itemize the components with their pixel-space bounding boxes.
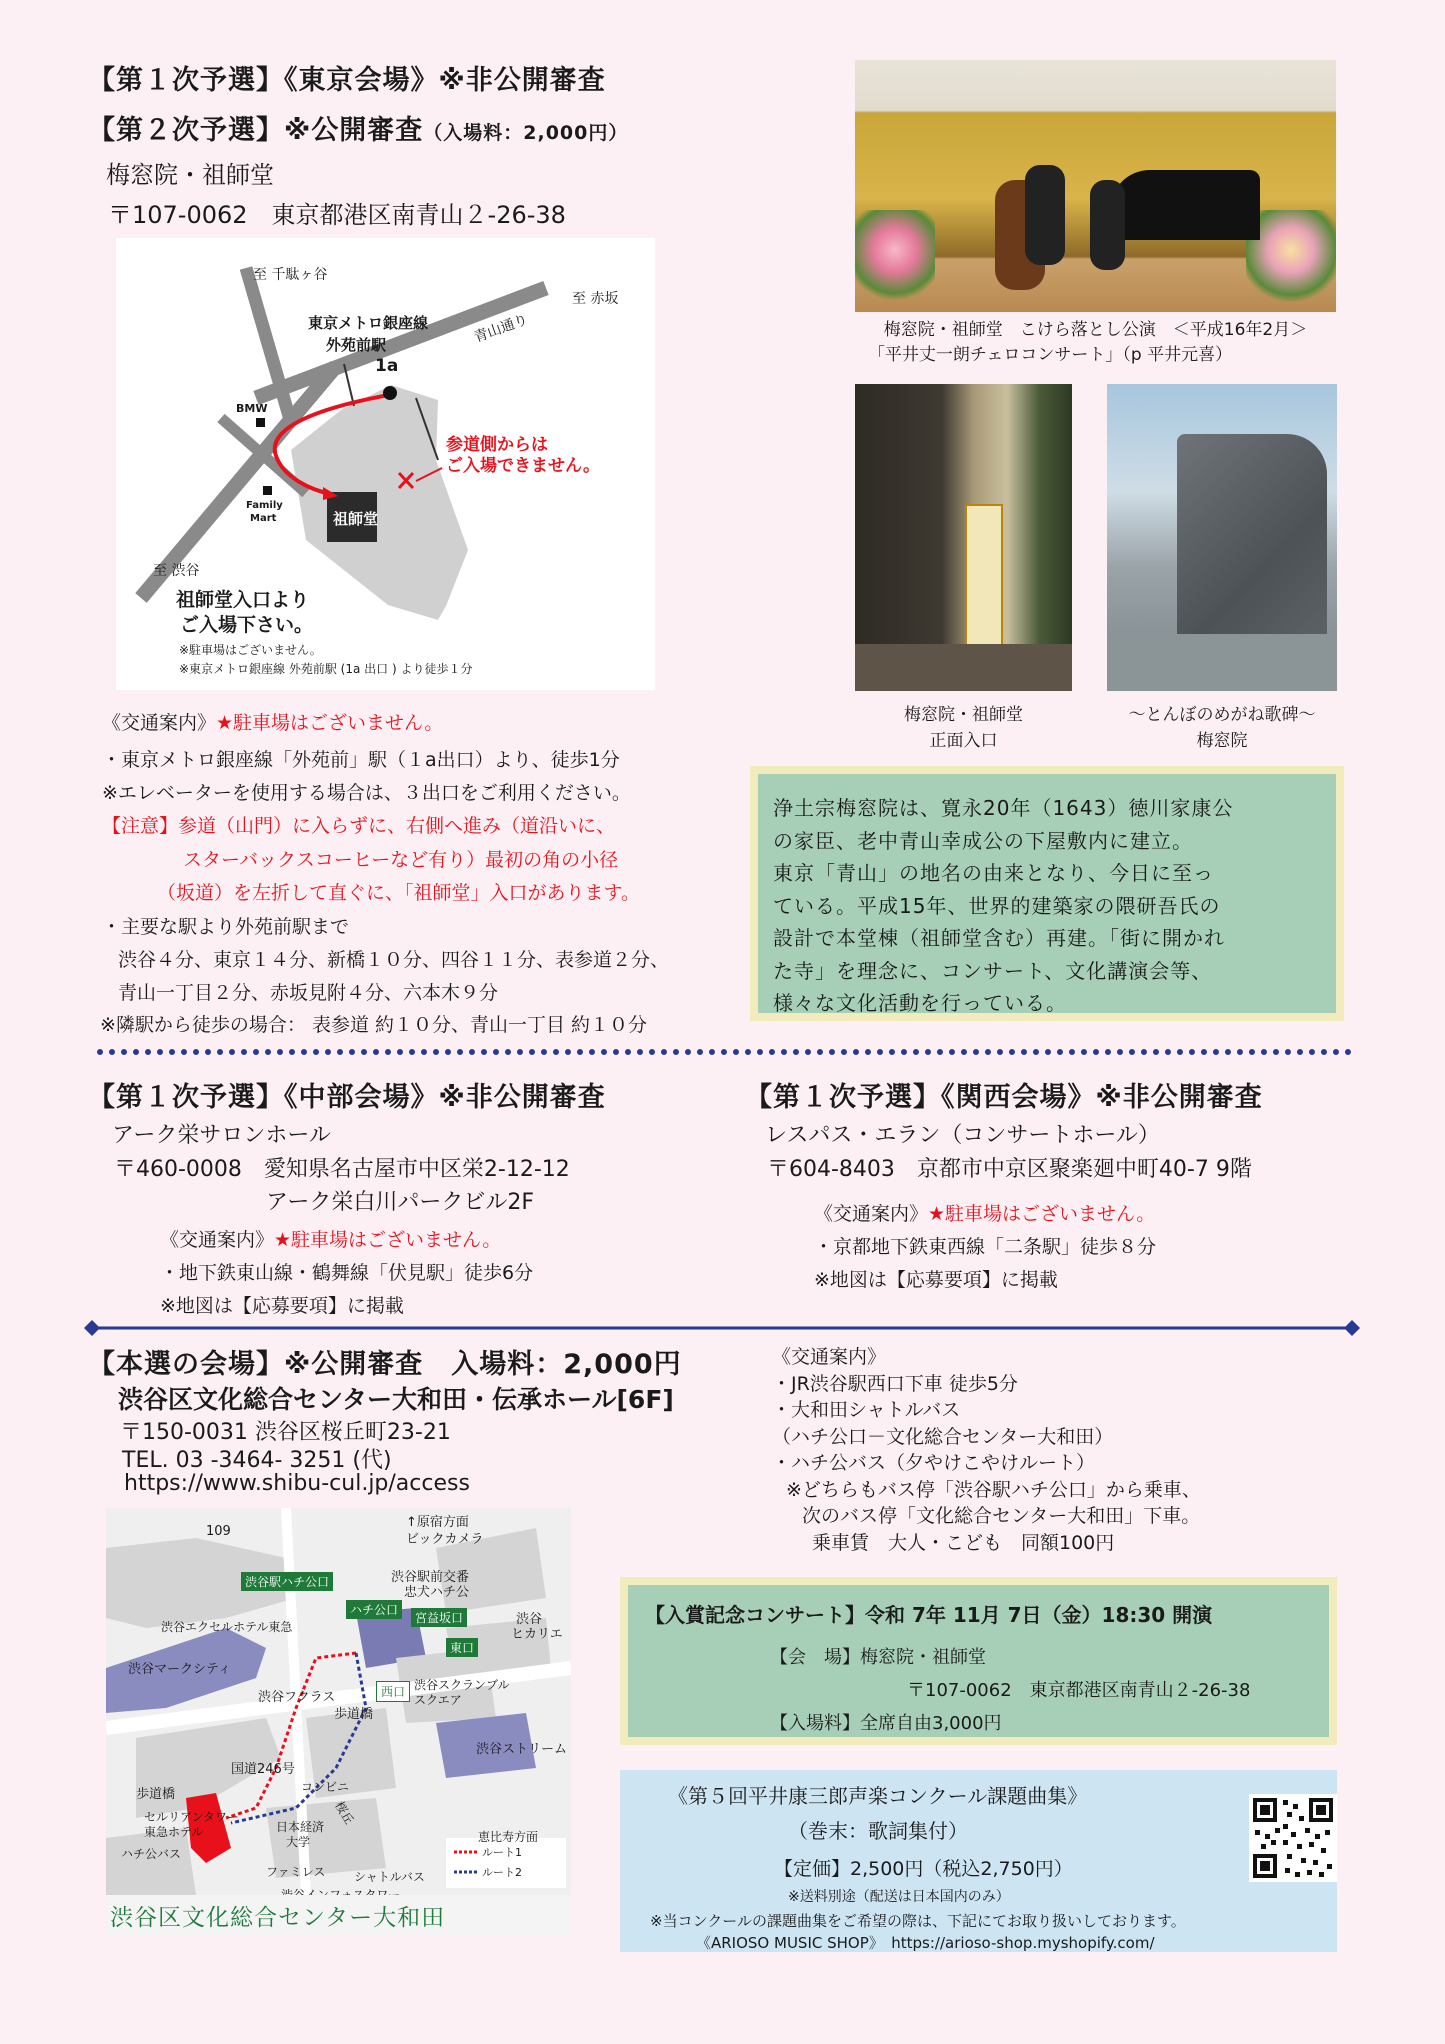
map-soshido: 祖師堂: [333, 510, 379, 528]
map-warning-2: ご入場できません。: [446, 456, 601, 476]
concert-fee-row: [645, 1709, 1329, 1735]
temple-grounds: [291, 385, 468, 620]
divider-diamond-right: [1344, 1320, 1360, 1336]
map-scramble-2: スクエア: [414, 1693, 462, 1707]
concert-title: 【入賞記念コンサート】令和 7年 11月 7日（金）18:30 開演: [645, 1603, 1213, 1627]
entrance-ground: [855, 644, 1072, 691]
bmw-marker: [256, 418, 265, 427]
shibuya-map: [106, 1508, 571, 1895]
flowers-left: [855, 210, 935, 310]
map-enter-2: ご入場下さい。: [180, 614, 314, 636]
tokyo-access-line6: ※隣駅から徒歩の場合： 表参道 約１０分、青山一丁目 約１０分: [100, 1014, 648, 1036]
history-line: 様々な文化活動を行っている。: [773, 991, 1067, 1015]
chubu-access-title: 《交通案内》: [160, 1229, 275, 1251]
tokyo-caution-text-1: 参道（山門）に入らずに、右側へ進み（道沿いに、: [178, 815, 616, 837]
history-line: の家臣、老中青山幸成公の下屋敷内に建立。: [773, 828, 1193, 853]
monument-stone: [1177, 434, 1327, 654]
tokyo-heading-2: [88, 108, 628, 147]
map-enter-1: 祖師堂入口より: [176, 589, 310, 611]
qr-finder-2-core: [1316, 1805, 1326, 1815]
book-title: 《第５回平井康三郎声楽コンクール課題曲集》: [668, 1784, 1088, 1808]
chubu-address-2: アーク栄白川パークビル2F: [266, 1190, 534, 1215]
tokyo-access-line1: ・東京メトロ銀座線「外苑前」駅（１a出口）より、徒歩1分: [102, 749, 620, 771]
kansai-access-line1: ・京都地下鉄東西線「二条駅」徒歩８分: [814, 1236, 1157, 1258]
concert-photo: [855, 60, 1336, 312]
concert-caption-2: 「平井丈一朗チェロコンサート」（p 平井元喜）: [867, 345, 1233, 365]
tokyo-access-header: [102, 708, 443, 735]
map-familymart-2: Mart: [250, 513, 277, 524]
map-metro-station: 外苑前駅: [326, 336, 387, 354]
map-hachiko-bus: ハチ公バス: [121, 1847, 182, 1861]
kansai-address: 〒604-8403 京都市中京区聚楽廻中町40-7 9階: [767, 1157, 1252, 1182]
kansai-access-header: [814, 1199, 1155, 1226]
history-line: 東京「青山」の地名の由来となり、今日に至っ: [773, 861, 1214, 885]
tokyo-map: [116, 238, 655, 690]
map-fukuras: 渋谷フクラス: [258, 1690, 336, 1705]
map-nishi: 西口: [376, 1681, 410, 1702]
map-conv: コンビニ: [301, 1780, 350, 1794]
kansai-heading: 【第１次予選】《関西会場》※非公開審査: [745, 1082, 1263, 1113]
map-metro-line: 東京メトロ銀座線: [308, 314, 429, 332]
map-sendagaya: 至 千駄ヶ谷: [253, 267, 328, 283]
book-box: [620, 1770, 1337, 1952]
map-footer-label: 渋谷区文化総合センター大和田: [110, 1905, 446, 1931]
history-line: 浄土宗梅窓院は、寛永20年（1643）徳川家康公: [773, 796, 1234, 820]
book-note: ※当コンクールの課題曲集をご希望の際は、下記にてお取り扱いしております。: [650, 1912, 1186, 1930]
monument-caption-2: 梅窓院: [1196, 731, 1248, 751]
qr-finder-3-core: [1260, 1861, 1270, 1871]
history-line: 設計で本堂棟（祖師堂含む）再建。「街に開かれ: [773, 926, 1225, 950]
chubu-access-header: [160, 1225, 501, 1252]
qr-finder-1-core: [1260, 1805, 1270, 1815]
familymart-marker: [263, 486, 272, 495]
kansai-access-line2: ※地図は【応募要項】に掲載: [814, 1269, 1058, 1291]
concert-venue: 梅窓院・祖師堂: [860, 1647, 986, 1668]
tokyo-heading-1: 【第１次予選】《東京会場》※非公開審査: [88, 65, 606, 96]
map-cerulean-1: セルリアンタワー: [144, 1810, 240, 1824]
book-shipping: ※送料別途（配送は日本国内のみ）: [788, 1889, 1010, 1905]
final-access: [772, 1344, 1201, 1556]
concert-venue-label: 【会 場】: [770, 1647, 860, 1668]
history-line: た寺」を理念に、コンサート、文化講演会等、: [773, 958, 1213, 983]
cellist: [1025, 165, 1065, 265]
final-address: 〒150-0031 渋谷区桜丘町23-21: [120, 1420, 451, 1445]
map-hodokyo: 歩道橋: [334, 1707, 374, 1722]
book-price: 【定価】2,500円（税込2,750円）: [774, 1858, 1073, 1880]
history-line: ている。平成15年、世界的建築家の隈研吾氏の: [773, 893, 1221, 918]
tokyo-access-title: 《交通案内》: [102, 712, 217, 734]
map-nikkei-1: 日本経済: [276, 1820, 325, 1834]
concert-fee-label: 【入場料】: [770, 1713, 860, 1734]
exit-marker: [383, 386, 397, 400]
kansai-venue: レスパス・エラン（コンサートホール）: [765, 1123, 1160, 1148]
map-cerulean-2: 東急ホテル: [144, 1825, 204, 1839]
map-note-1: ※駐車場はございません。: [179, 643, 322, 657]
concert-caption-1: 梅窓院・祖師堂 こけら落とし公演 ＜平成16年2月＞: [883, 320, 1308, 340]
final-access-line: 《交通案内》: [772, 1346, 887, 1368]
piano: [1110, 170, 1260, 240]
final-access-line: ・大和田シャトルバス: [772, 1399, 961, 1421]
final-access-line: ・JR渋谷駅西口下車 徒歩5分: [772, 1372, 1018, 1395]
map-markcity: 渋谷マークシティ: [128, 1662, 231, 1677]
concert-venue-row: [645, 1643, 1329, 1669]
concert-box: [620, 1577, 1337, 1745]
chubu-access-line1: ・地下鉄東山線・鶴舞線「伏見駅」徒歩6分: [160, 1262, 534, 1284]
tokyo-caution-2: スターバックスコーヒーなど有り）最初の角の小径: [183, 849, 619, 871]
final-tel: TEL. 03 -3464- 3251 (代): [122, 1448, 392, 1473]
map-hachiko-statue: 忠犬ハチ公: [404, 1585, 470, 1600]
tokyo-heading-2-main: 【第２次予選】※公開審査: [88, 115, 424, 146]
book-shop[interactable]: 《ARIOSO MUSIC SHOP》 https://arioso-shop.myshopify.com/: [696, 1934, 1155, 1952]
final-access-line: 次のバス停「文化総合センター大和田」下車。: [802, 1505, 1201, 1527]
road-aoyama: [256, 288, 546, 398]
history-box: [750, 766, 1344, 1021]
map-higashi: 東口: [446, 1638, 478, 1657]
legend-route2-label: ルート2: [482, 1866, 522, 1879]
map-shibuya: 至 渋谷: [153, 563, 200, 579]
final-access-line: 乗車賃 大人・こども 同額100円: [812, 1531, 1115, 1554]
tokyo-access-line3: ・主要な駅より外苑前駅まで: [102, 916, 350, 938]
map-shuttle: シャトルバス: [354, 1870, 425, 1884]
tokyo-parking: ★駐車場はございません。: [216, 712, 444, 734]
monument-photo: [1107, 384, 1337, 691]
map-scramble-1: 渋谷スクランブル: [414, 1678, 510, 1692]
final-access-line: ※どちらもバス停「渋谷駅ハチ公口」から乗車、: [786, 1478, 1201, 1501]
history-text: [773, 792, 1336, 1020]
final-access-line: （ハチ公口－文化総合センター大和田）: [772, 1425, 1114, 1448]
kansai-parking: ★駐車場はございません。: [928, 1203, 1156, 1225]
diamond-divider: [82, 1318, 1362, 1338]
final-access-line: ・ハチ公バス（夕やけこやけルート）: [772, 1452, 1096, 1474]
tokyo-heading-2-fee: （入場料：2,000円）: [423, 122, 629, 144]
entrance-caption-1: 梅窓院・祖師堂: [904, 705, 1023, 725]
final-url[interactable]: https://www.shibu-cul.jp/access: [124, 1471, 470, 1496]
chubu-venue: アーク栄サロンホール: [112, 1123, 331, 1148]
map-hikarie-2: ヒカリエ: [511, 1627, 563, 1642]
legend-route1-label: ルート1: [482, 1846, 522, 1859]
map-family: ファミレス: [266, 1865, 326, 1879]
chubu-address-1: 〒460-0008 愛知県名古屋市中区栄2-12-12: [114, 1157, 570, 1182]
map-excel: 渋谷エクセルホテル東急: [161, 1620, 293, 1634]
tokyo-access-line5: 青山一丁目２分、赤坂見附４分、六本木９分: [118, 982, 499, 1004]
concert-address: 〒107-0062 東京都港区南青山２-26-38: [907, 1680, 1251, 1701]
qr-code-icon[interactable]: [1249, 1794, 1337, 1882]
entrance-caption-2: 正面入口: [929, 731, 998, 751]
book-subtitle: （巻末：歌詞集付）: [788, 1819, 968, 1843]
map-warning-1: 参道側からは: [446, 435, 548, 455]
map-familymart-1: Family: [246, 500, 283, 511]
entrance-banner: [965, 504, 1003, 658]
map-bic: ビックカメラ: [406, 1532, 484, 1547]
map-stream: 渋谷ストリーム: [476, 1742, 568, 1757]
entrance-photo: [855, 384, 1072, 691]
chubu-parking: ★駐車場はございません。: [274, 1229, 502, 1251]
tokyo-access-line2: ※エレベーターを使用する場合は、３出口をご利用ください。: [102, 782, 631, 804]
map-hachiko-exit: 渋谷駅ハチ公口: [241, 1572, 333, 1591]
tokyo-caution-3: （坂道）を左折して直ぐに、「祖師堂」入口があります。: [157, 882, 640, 904]
map-exit: 1a: [375, 356, 399, 376]
divider-diamond-left: [84, 1320, 100, 1336]
kansai-access-title: 《交通案内》: [814, 1203, 929, 1225]
tokyo-caution-1: [102, 811, 615, 838]
final-venue: 渋谷区文化総合センター大和田・伝承ホール[6F]: [118, 1385, 674, 1414]
map-hodokyo-2: 歩道橋: [136, 1787, 176, 1802]
tokyo-caution-label: 【注意】: [102, 815, 179, 837]
map-harajuku: ↑原宿方面: [406, 1515, 469, 1530]
chubu-heading: 【第１次予選】《中部会場》※非公開審査: [88, 1082, 606, 1113]
map-route246: 国道246号: [231, 1762, 295, 1777]
chubu-access-line2: ※地図は【応募要項】に掲載: [160, 1295, 404, 1317]
map-ebisu: 恵比寿方面: [478, 1830, 539, 1844]
map-akasaka: 至 赤坂: [572, 291, 619, 307]
concert-fee: 全席自由3,000円: [860, 1713, 1002, 1734]
shibuya-map-footer: [106, 1895, 571, 1935]
tokyo-address: 〒107-0062 東京都港区南青山２-26-38: [108, 201, 566, 229]
map-nikkei-2: 大学: [286, 1835, 311, 1849]
map-aoyama-dori: 青山通り: [472, 311, 531, 346]
map-sakura: 桜丘: [332, 1799, 357, 1827]
map-miyamasu: 宮益坂口: [411, 1608, 467, 1627]
monument-base: [1107, 634, 1337, 691]
final-heading: 【本選の会場】※公開審査 入場料：2,000円: [88, 1349, 682, 1380]
map-hachiko-gate: ハチ公口: [346, 1600, 402, 1619]
pianist: [1090, 180, 1125, 270]
tokyo-access-line4: 渋谷４分、東京１４分、新橋１０分、四谷１１分、表参道２分、: [118, 949, 670, 971]
monument-caption-1: ～とんぼのめがね歌碑～: [1128, 705, 1316, 725]
tokyo-venue: 梅窓院・祖師堂: [106, 161, 274, 189]
map-bmw: BMW: [236, 402, 268, 415]
map-note-2: ※東京メトロ銀座線 外苑前駅 (1a 出口 ) より徒歩１分: [179, 662, 473, 676]
map-koban: 渋谷駅前交番: [391, 1570, 470, 1585]
dotted-divider: [97, 1049, 1352, 1055]
map-hikarie-1: 渋谷: [516, 1612, 543, 1627]
map-109: 109: [206, 1524, 231, 1539]
